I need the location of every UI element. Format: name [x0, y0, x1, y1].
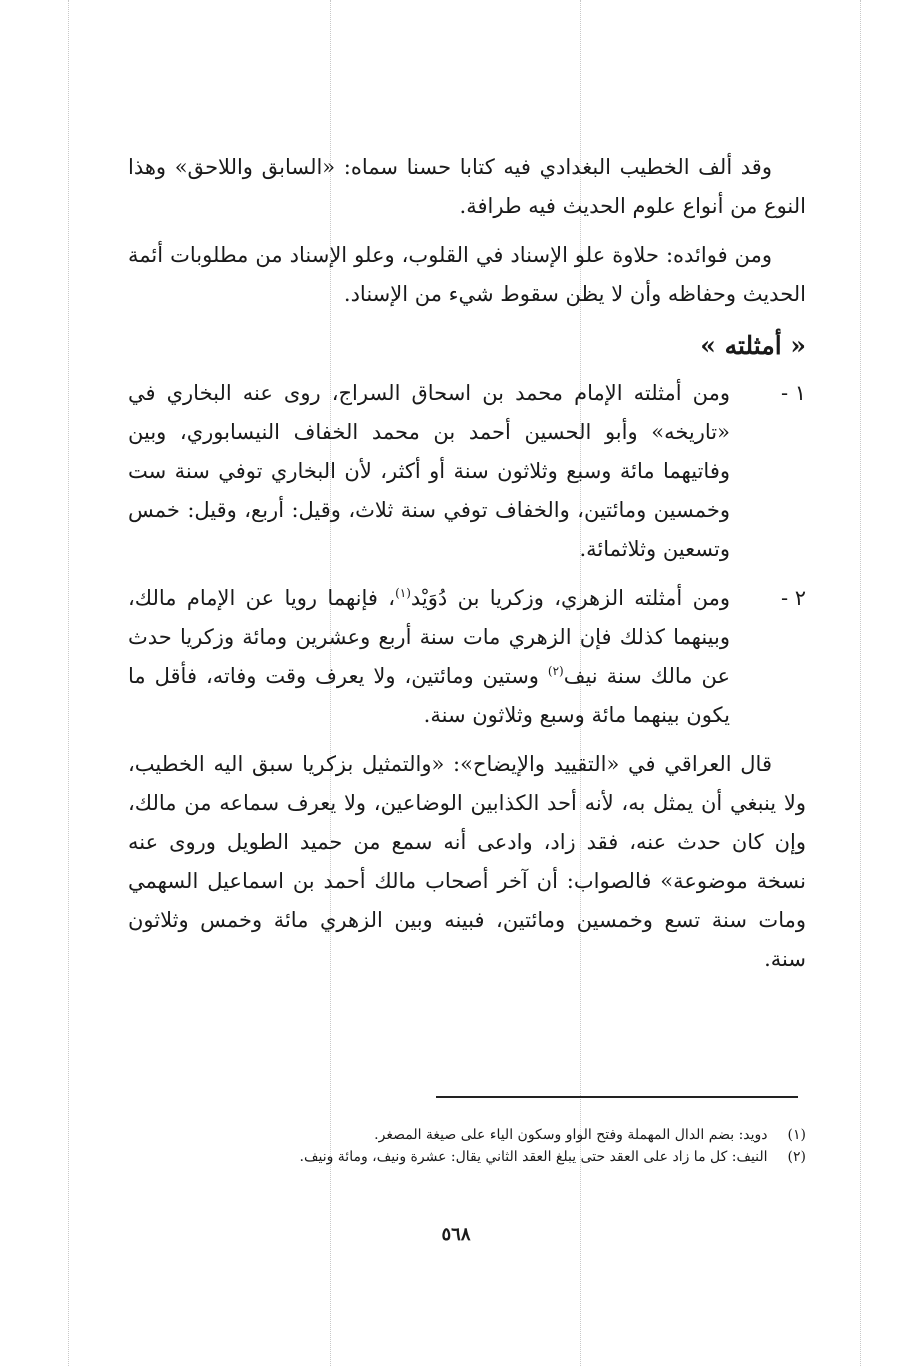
intro-paragraph: وقد ألف الخطيب البغدادي فيه كتابا حسنا سماه: «السابق واللاحق» وهذا النوع من أنواع علوم الحديث فيه طرافة.: [128, 155, 806, 218]
example-number: ١ -: [780, 381, 806, 405]
example-item-1: [128, 374, 806, 569]
example-text-part: ، فإنهما رويا عن الإمام مالك، وبينهما كذلك فإن الزهري مات سنة أربع وعشرين ومائة وزكريا حدث عن مالك سنة نيف: [128, 586, 730, 688]
footnote-reference: (١): [395, 586, 411, 600]
quote-paragraph: قال العراقي في «التقييد والإيضاح»: «والتمثيل بزكريا سبق اليه الخطيب، ولا ينبغي أن يمثل به، لأنه أحد الكذابين الوضاعين، ولا يعرف سماعه من مالك، وإن كان حدث عنه، فقد زاد، وادعى أنه سمع من حميد الطويل وروى عنه نسخة موضوعة» فالصواب: أن آخر أصحاب مالك أحمد بن اسماعيل السهمي ومات سنة تسع وخمسين ومائتين، فبينه وبين الزهري مائة وخمس وثلاثون سنة.: [128, 752, 806, 971]
benefits-paragraph: ومن فوائده: حلاوة علو الإسناد في القلوب، وعلو الإسناد من مطلوبات أئمة الحديث وحفاظه وأن لا يظن سقوط شيء من الإسناد.: [128, 243, 806, 306]
footnote-reference: (٢): [547, 664, 564, 678]
page-number: ٥٦٨: [441, 1224, 471, 1245]
footnote-number: (١): [787, 1127, 806, 1143]
scan-guide-line: [68, 0, 69, 1366]
section-heading: « أمثلته »: [700, 331, 806, 360]
example-item-2: [128, 579, 806, 735]
example-text: [128, 579, 730, 735]
footnote-text: دويد: بضم الدال المهملة وفتح الواو وسكون الياء على صيغة المصغر.: [374, 1127, 768, 1143]
scan-guide-line: [860, 0, 861, 1366]
footnote-text: النيف: كل ما زاد على العقد حتى يبلغ العقد الثاني يقال: عشرة ونيف، ومائة ونيف.: [299, 1149, 768, 1165]
footnote: [180, 1124, 806, 1146]
footnote-divider: [436, 1096, 798, 1098]
footnote: [180, 1146, 806, 1168]
example-text: ومن أمثلته الإمام محمد بن اسحاق السراج، روى عنه البخاري في «تاريخه» وأبو الحسين أحمد بن محمد الخفاف النيسابوري، وبين وفاتيهما مائة وسبع وثلاثون سنة أو أكثر، لأن البخاري توفي سنة ست وخمسين ومائتين، والخفاف توفي سنة ثلاث، وقيل: أربع، وقيل: خمس وتسعين وثلاثمائة.: [128, 381, 730, 561]
page-body: [128, 148, 806, 989]
example-text-part: ومن أمثلته الزهري، وزكريا بن دُوَيْد: [410, 586, 730, 610]
footnotes: [180, 1124, 806, 1168]
example-number: ٢ -: [780, 586, 806, 610]
example-text-part: وستين ومائتين، ولا يعرف وقت وفاته، فأقل ما يكون بينهما مائة وسبع وثلاثون سنة.: [128, 664, 730, 727]
footnote-number: (٢): [787, 1149, 806, 1165]
